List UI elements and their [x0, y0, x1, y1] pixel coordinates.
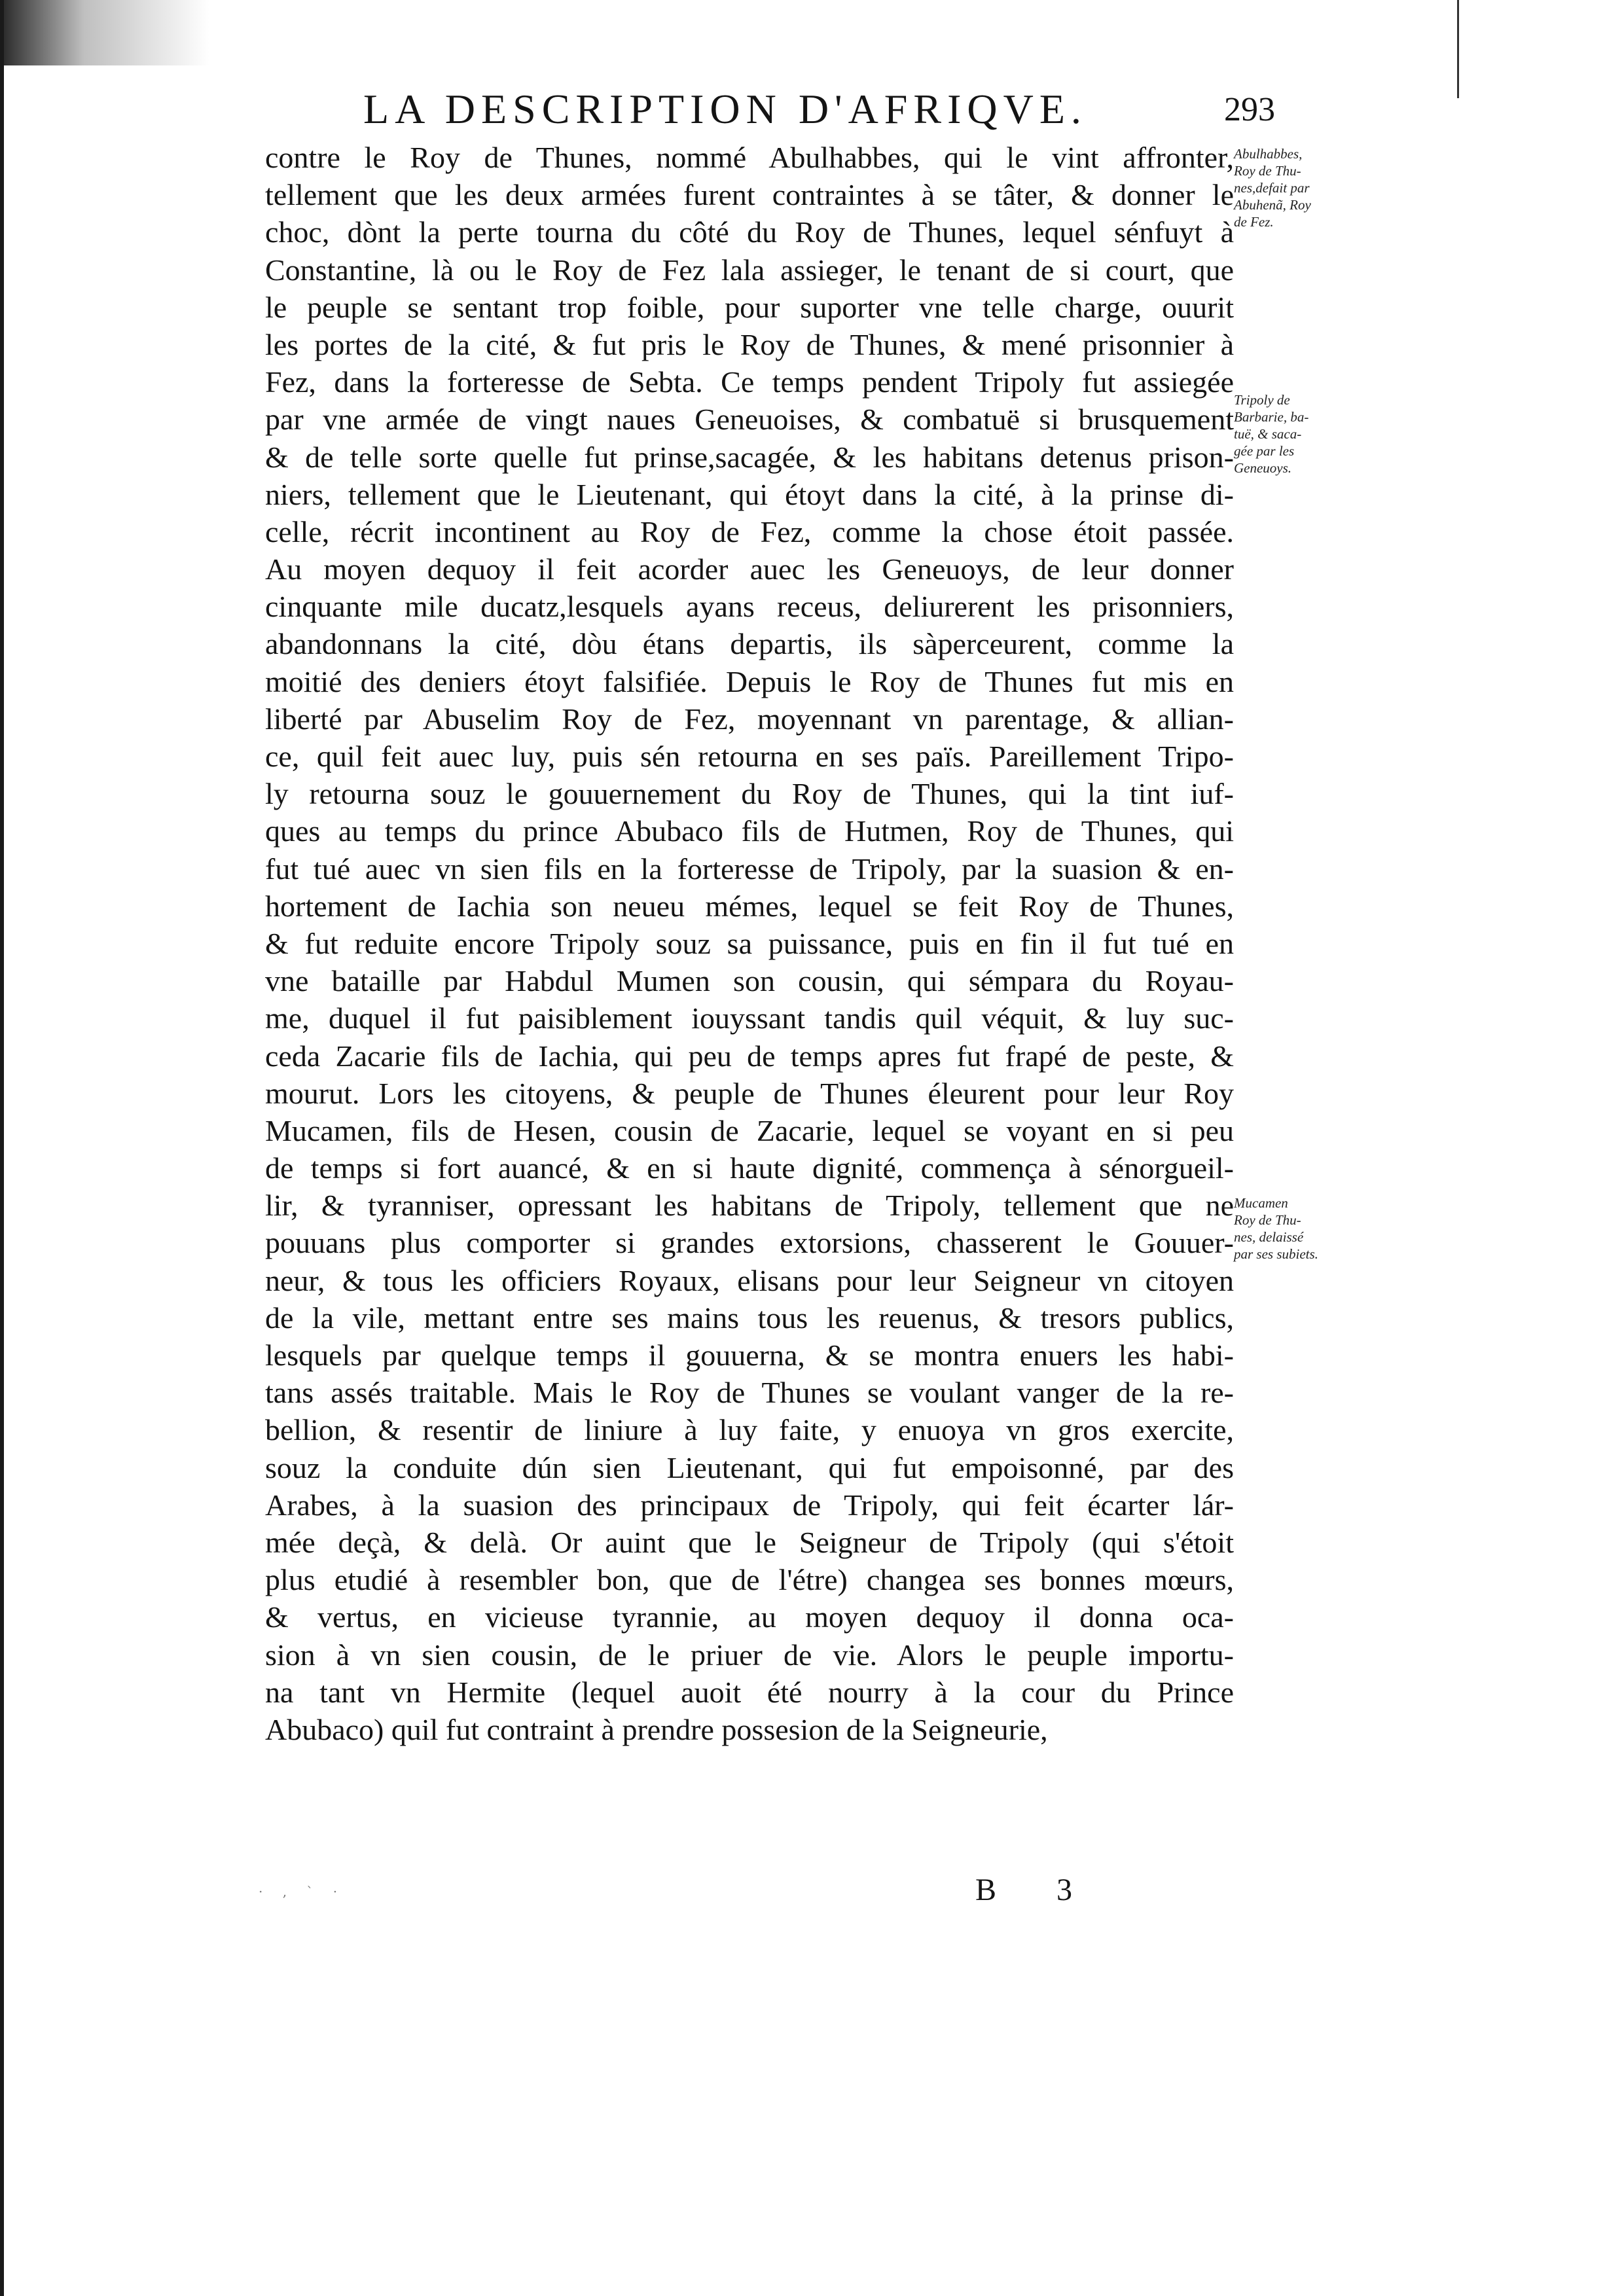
- text-line: & fut reduite encore Tripoly souz sa puissance, puis en fin il fut tué en: [265, 926, 1234, 960]
- text-line: tellement que les deux armées furent contraintes à se tâter, & donner le: [265, 178, 1234, 212]
- page-binding-shadow: [0, 0, 209, 65]
- page-edge-mark: [1457, 0, 1459, 98]
- margin-note-line: Roy de Thu-: [1234, 163, 1301, 179]
- text-line: le peuple se sentant trop foible, pour suporter vne telle charge, ouurit: [265, 290, 1234, 324]
- margin-note-line: Abuhenã, Roy: [1234, 197, 1311, 213]
- margin-note-line: nes, delaissé: [1234, 1229, 1304, 1245]
- margin-note-line: Barbarie, ba-: [1234, 409, 1309, 425]
- text-line: cinquante mile ducatz,lesquels ayans receus, deliurerent les prisonniers,: [265, 590, 1234, 624]
- text-line: hortement de Iachia son neueu mémes, lequel se feit Roy de Thunes,: [265, 889, 1234, 923]
- margin-note-line: de Fez.: [1234, 214, 1274, 230]
- margin-note-line: Mucamen: [1234, 1195, 1288, 1211]
- text-line: ques au temps du prince Abubaco fils de Hutmen, Roy de Thunes, qui: [265, 814, 1234, 848]
- margin-note-line: Geneuoys.: [1234, 460, 1292, 476]
- margin-note-line: Roy de Thu-: [1234, 1212, 1301, 1228]
- text-line: mée deçà, & delà. Or auint que le Seigneur de Tripoly (qui s'étoit: [265, 1525, 1234, 1559]
- margin-note-line: par ses subiets.: [1234, 1246, 1318, 1262]
- text-line: abandonnans la cité, dòu étans departis, ils sàperceurent, comme la: [265, 627, 1234, 661]
- text-line: contre le Roy de Thunes, nommé Abulhabbes, qui le vint affronter,: [265, 141, 1234, 174]
- text-line: par vne armée de vingt naues Geneuoises, & combatuë si brusquement: [265, 403, 1234, 437]
- text-line: liberté par Abuselim Roy de Fez, moyennant vn parentage, & allian-: [265, 702, 1234, 736]
- text-line: de la vile, mettant entre ses mains tous les reuenus, & tresors publics,: [265, 1300, 1234, 1335]
- signature-mark: B 3: [975, 1873, 1099, 1907]
- text-line: ce, quil feit auec luy, puis sén retourna en ses païs. Pareillement Tripo-: [265, 740, 1234, 773]
- text-line: & vertus, en vicieuse tyrannie, au moyen dequoy il donna oca-: [265, 1600, 1234, 1634]
- margin-note-line: nes,defait par: [1234, 180, 1310, 196]
- text-line: souz la conduite dún sien Lieutenant, qui fut empoisonné, par des: [265, 1450, 1234, 1484]
- text-line: me, duquel il fut paisiblement iouyssant tandis quil véquit, & luy suc-: [265, 1001, 1234, 1035]
- text-line: neur, & tous les officiers Royaux, elisans pour leur Seigneur vn citoyen: [265, 1263, 1234, 1297]
- margin-note-abulhabbes: [1234, 145, 1339, 230]
- text-line: choc, dònt la perte tourna du côté du Roy de Thunes, lequel sénfuyt à: [265, 215, 1234, 249]
- margin-note-mucamen: [1234, 1194, 1339, 1263]
- margin-note-tripoly: [1234, 391, 1339, 476]
- text-line: plus etudié à resembler bon, que de l'étre) changea ses bonnes mœurs,: [265, 1563, 1234, 1597]
- text-line: ceda Zacarie fils de Iachia, qui peu de temps apres fut frapé de peste, &: [265, 1039, 1234, 1073]
- text-line: Constantine, là ou le Roy de Fez lala assieger, le tenant de si court, que: [265, 253, 1234, 287]
- text-line: de temps si fort auancé, & en si haute dignité, commença à sénorgueil-: [265, 1151, 1234, 1185]
- margin-note-line: Abulhabbes,: [1234, 146, 1303, 162]
- page-binding-edge: [0, 0, 4, 2296]
- text-line: celle, récrit incontinent au Roy de Fez, comme la chose étoit passée.: [265, 514, 1234, 548]
- text-line: bellion, & resentir de liniure à luy faite, y enuoya vn gros exercite,: [265, 1413, 1234, 1447]
- text-line: Fez, dans la forteresse de Sebta. Ce temps pendent Tripoly fut assiegée: [265, 365, 1234, 399]
- text-line: fut tué auec vn sien fils en la forteresse de Tripoly, par la suasion & en-: [265, 852, 1234, 886]
- text-line: na tant vn Hermite (lequel auoit été nourry à la cour du Prince: [265, 1675, 1234, 1709]
- margin-note-line: tuë, & saca-: [1234, 426, 1302, 442]
- text-line: Abubaco) quil fut contraint à prendre possesion de la Seigneurie,: [265, 1712, 1048, 1746]
- text-line: Mucamen, fils de Hesen, cousin de Zacarie, lequel se voyant en si peu: [265, 1113, 1234, 1147]
- text-line: niers, tellement que le Lieutenant, qui étoyt dans la cité, à la prinse di-: [265, 477, 1234, 511]
- page-number: 293: [1224, 91, 1275, 128]
- text-line: moitié des deniers étoyt falsifiée. Depuis le Roy de Thunes fut mis en: [265, 664, 1234, 698]
- text-line: Arabes, à la suasion des principaux de Tripoly, qui feit écarter lár-: [265, 1488, 1234, 1522]
- text-line: sion à vn sien cousin, de le priuer de vie. Alors le peuple importu-: [265, 1638, 1234, 1672]
- main-text-block: [265, 139, 1234, 1748]
- running-title: LA DESCRIPTION D'AFRIQVE.: [363, 86, 1087, 132]
- text-line: lir, & tyranniser, opressant les habitans de Tripoly, tellement que ne: [265, 1189, 1234, 1223]
- text-line: les portes de la cité, & fut pris le Roy de Thunes, & mené prisonnier à: [265, 327, 1234, 361]
- text-line: & de telle sorte quelle fut prinse,sacagée, & les habitans detenus prison-: [265, 440, 1234, 474]
- text-line: Au moyen dequoy il feit acorder auec les Geneuoys, de leur donner: [265, 552, 1234, 586]
- text-line: ly retourna souz le gouuernement du Roy de Thunes, qui la tint iuf-: [265, 777, 1234, 811]
- text-line: vne bataille par Habdul Mumen son cousin, qui sémpara du Royau-: [265, 964, 1234, 998]
- text-line: tans assés traitable. Mais le Roy de Thunes se voulant vanger de la re-: [265, 1376, 1234, 1410]
- margin-note-line: Tripoly de: [1234, 392, 1290, 408]
- margin-note-line: gée par les: [1234, 443, 1295, 459]
- text-line: mourut. Lors les citoyens, & peuple de Thunes éleurent pour leur Roy: [265, 1076, 1234, 1110]
- ink-specks: · , ˋ ·: [259, 1884, 346, 1899]
- text-line: lesquels par quelque temps il gouuerna, & se montra enuers les habi-: [265, 1338, 1234, 1372]
- text-line: pouuans plus comporter si grandes extorsions, chasserent le Gouuer-: [265, 1226, 1234, 1260]
